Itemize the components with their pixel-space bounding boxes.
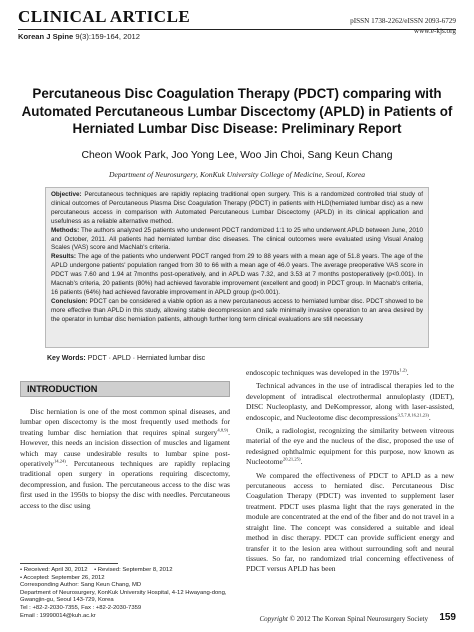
journal-url: www.e-kjs.org bbox=[413, 27, 456, 35]
keywords-label: Key Words: bbox=[47, 355, 86, 362]
citation-ref: 1,2) bbox=[399, 367, 407, 373]
introduction-heading: INTRODUCTION bbox=[20, 381, 230, 397]
article-title bbox=[20, 85, 454, 138]
left-column bbox=[20, 407, 230, 514]
author-phone: Tel : +82-2-2030-7355, Fax : +82-2-2030-7359 bbox=[20, 604, 142, 611]
citation-ref: 4,8,9) bbox=[217, 427, 229, 433]
footnote-divider bbox=[20, 563, 118, 564]
abstract-methods bbox=[51, 227, 423, 254]
text-run: . Percutaneous techniques are rapidly replacing traditional open surgery in operations requiring discectomy, decompression, and fusion. The percutaneous access to the disc was first used in the 1950s to biopsy the disc with needles. Percutaneous access to the disc using bbox=[20, 459, 230, 510]
journal-name: Korean J Spine bbox=[18, 32, 74, 41]
journal-header bbox=[18, 7, 190, 27]
affiliation: Department of Neurosurgery, KonKuk University College of Medicine, Seoul, Korea bbox=[108, 170, 366, 179]
copyright-word: Copyright bbox=[259, 615, 288, 623]
footnote-dates bbox=[20, 567, 235, 575]
corresponding-author: Corresponding Author: Sang Keun Chang, MD bbox=[20, 582, 142, 589]
keywords-text: PDCT · APLD · Herniated lumbar disc bbox=[87, 355, 206, 362]
abstract-conclusion bbox=[51, 298, 423, 325]
intro-paragraph-4: We compared the effectiveness of PDCT to APLD as a new percutaneous access to herniated disc. Percutaneous Disc Coagulation Therapy (PDCT) was invented to supplement laser treatment. PDCT uses plasma light that the rays generated in the module are concentrated at the end of the fiber and do not travel in a straight line. The concept was considered a suitable and ideal method in disc therapy. PDCT can provide sufficient energy and transfer it to the lesion area without surrounding soft and neural tissues. So far, no randomized trial concerning effectiveness of PDCT versus APLD has been bbox=[246, 470, 454, 574]
citation-ref: 14,24) bbox=[53, 458, 66, 464]
copyright-text: © 2012 The Korean Spinal Neurosurgery Society bbox=[289, 615, 428, 623]
conclusion-text: PDCT can be considered a viable option as a new percutaneous access to herniated lumbar disc. PDCT showed to be more effective than APLD in this study, allowing stable decompression and safe minimally invasive operation to an area desired by the operator in lumbar disc herniation patients, although further long term clinical evaluations are still necessary bbox=[51, 297, 423, 323]
text-run: . However, this needs an incision dissection of muscles and ligament which may cause undesirable results to lumbar spine post-operatively bbox=[20, 427, 230, 469]
text-run: Technical advances in the use of intradiscal therapies led to the development of intradiscal electrothermal annuloplasty (IDET), DISC Nucleoplasty, and DeKompressor, along with laser-assisted, endoscopic, and Nucleotome disc decompressions bbox=[246, 381, 454, 422]
title-line-2: Automated Percutaneous Lumbar Discectomy (APLD) in Patients of bbox=[21, 103, 453, 119]
journal-citation bbox=[18, 32, 140, 41]
copyright-notice bbox=[259, 615, 428, 623]
citation-ref: 3,5,7,8,16,21,23) bbox=[397, 412, 429, 418]
methods-label: Methods: bbox=[51, 226, 80, 234]
text-run: Onik, a radiologist, recognizing the similarity between vitreous material of the eye and the nucleus of the disc, proposed the use of redesigned ophthalmic equipment for this purpose, now known as Nucleotome bbox=[246, 426, 454, 467]
author-address: Department of Neurosurgery, KonKuk University Hospital, 4-12 Hwayang-dong, Gwangjin-gu, Seoul 143-729, Korea bbox=[20, 589, 227, 604]
abstract-objective bbox=[51, 191, 423, 227]
intro-paragraph-1 bbox=[20, 407, 230, 511]
text-run: Disc herniation is one of the most common spinal diseases, and lumbar open discectomy is the most frequently used methods for treating lumbar disc herniation that requires spinal surgery bbox=[20, 407, 230, 437]
text-run: endoscopic techniques was developed in the 1970s bbox=[246, 368, 400, 377]
objective-label: Objective: bbox=[51, 191, 82, 198]
keywords-line bbox=[47, 355, 205, 362]
abstract-box bbox=[45, 187, 429, 348]
citation-ref: 20,21,25) bbox=[282, 456, 301, 462]
author-list: Cheon Wook Park, Joo Yong Lee, Woo Jin Choi, Sang Keun Chang bbox=[81, 150, 393, 161]
intro-paragraph-3: Onik, a radiologist, recognizing the similarity between vitreous material of the eye and the nucleus of the disc, proposed the use of redesigned ophthalmic equipment for this purpose, now known as Nucleotome$^{20,21,25)}$. bbox=[246, 426, 454, 467]
article-section-label: CLINICAL ARTICLE bbox=[18, 7, 191, 26]
results-text: The age of the patients who underwent PDCT ranged from 29 to 88 years with a mean age of 51.8 years. The age of the APLD undergone patients' population ranged from 30 to 66 with a mean age of 46.0 years. The average preoperative VAS score in PDCT was 7.60 and 1.94 at 7months post-operatively, and in APLD was 7.32, and 3.53 at 7 months postoperatively (p<0.001). In Macnab's criteria, 20 patients (80%) had achieved favorable improvement (excellent and good) in PDCT group. In Macnab's criteria, 16 patients (64%) had achieved favorable improvement in APLD group (p<0.001). bbox=[51, 253, 423, 296]
intro-paragraph-continued: endoscopic techniques was developed in the $1970s^{1,2)}$. bbox=[246, 367, 409, 377]
intro-paragraph-2: Technical advances in the use of intradiscal therapies led to the development of intradiscal electrothermal annuloplasty (IDET), DISC Nucleoplasty, and DeKompressor, along with laser-assisted, endoscopic, and Nucleotome disc decompressions$^{3,5,7,8,16,21,23)}$. bbox=[246, 381, 454, 422]
accepted-date: • Accepted: September 26, 2012 bbox=[20, 574, 105, 581]
revised-date: • Revised: September 8, 2012 bbox=[94, 567, 173, 573]
title-line-3: Herniated Lumbar Disc Disease: Preliminary Report bbox=[72, 121, 402, 136]
article-footnote bbox=[20, 567, 235, 620]
objective-text: Percutaneous techniques are rapidly replacing traditional open surgery. This is a randomized controlled trial study of clinical outcomes of Percutaneous Plasma Disc Coagulation Therapy (PDCT) in patients with HLD(herniated lumbar disc) as a new percutaneous access in comparison with Automated Percutaneous Lumbar Discectomy (APLD) in its clinical application and usefulness as a reliable alternative method. bbox=[51, 191, 423, 225]
journal-identifiers bbox=[350, 16, 456, 36]
author-email: Email : 19990014@kuh.ac.kr bbox=[20, 612, 96, 619]
received-date: • Received: April 30, 2012 bbox=[20, 567, 88, 573]
conclusion-label: Conclusion: bbox=[51, 297, 88, 305]
title-line-1: Percutaneous Disc Coagulation Therapy (PDCT) comparing with bbox=[32, 86, 442, 101]
methods-text: The authors analyzed 25 patients who underwent PDCT randomized 1:1 to 25 who underwent APLD between June, 2010 and October, 2011. All patients had herniated lumbar disc diseases. The clinical outcomes were evaluated using Visual Analog Scales (VAS) score and MacNab's criteria. bbox=[51, 226, 423, 252]
issn-text: pISSN 1738-2262/eISSN 2093-6729 bbox=[350, 17, 456, 25]
right-column bbox=[246, 368, 454, 578]
results-label: Results: bbox=[51, 253, 77, 261]
page-number: 159 bbox=[439, 612, 456, 623]
abstract-results bbox=[51, 253, 423, 298]
journal-issue: 9(3):159-164, 2012 bbox=[75, 32, 141, 41]
